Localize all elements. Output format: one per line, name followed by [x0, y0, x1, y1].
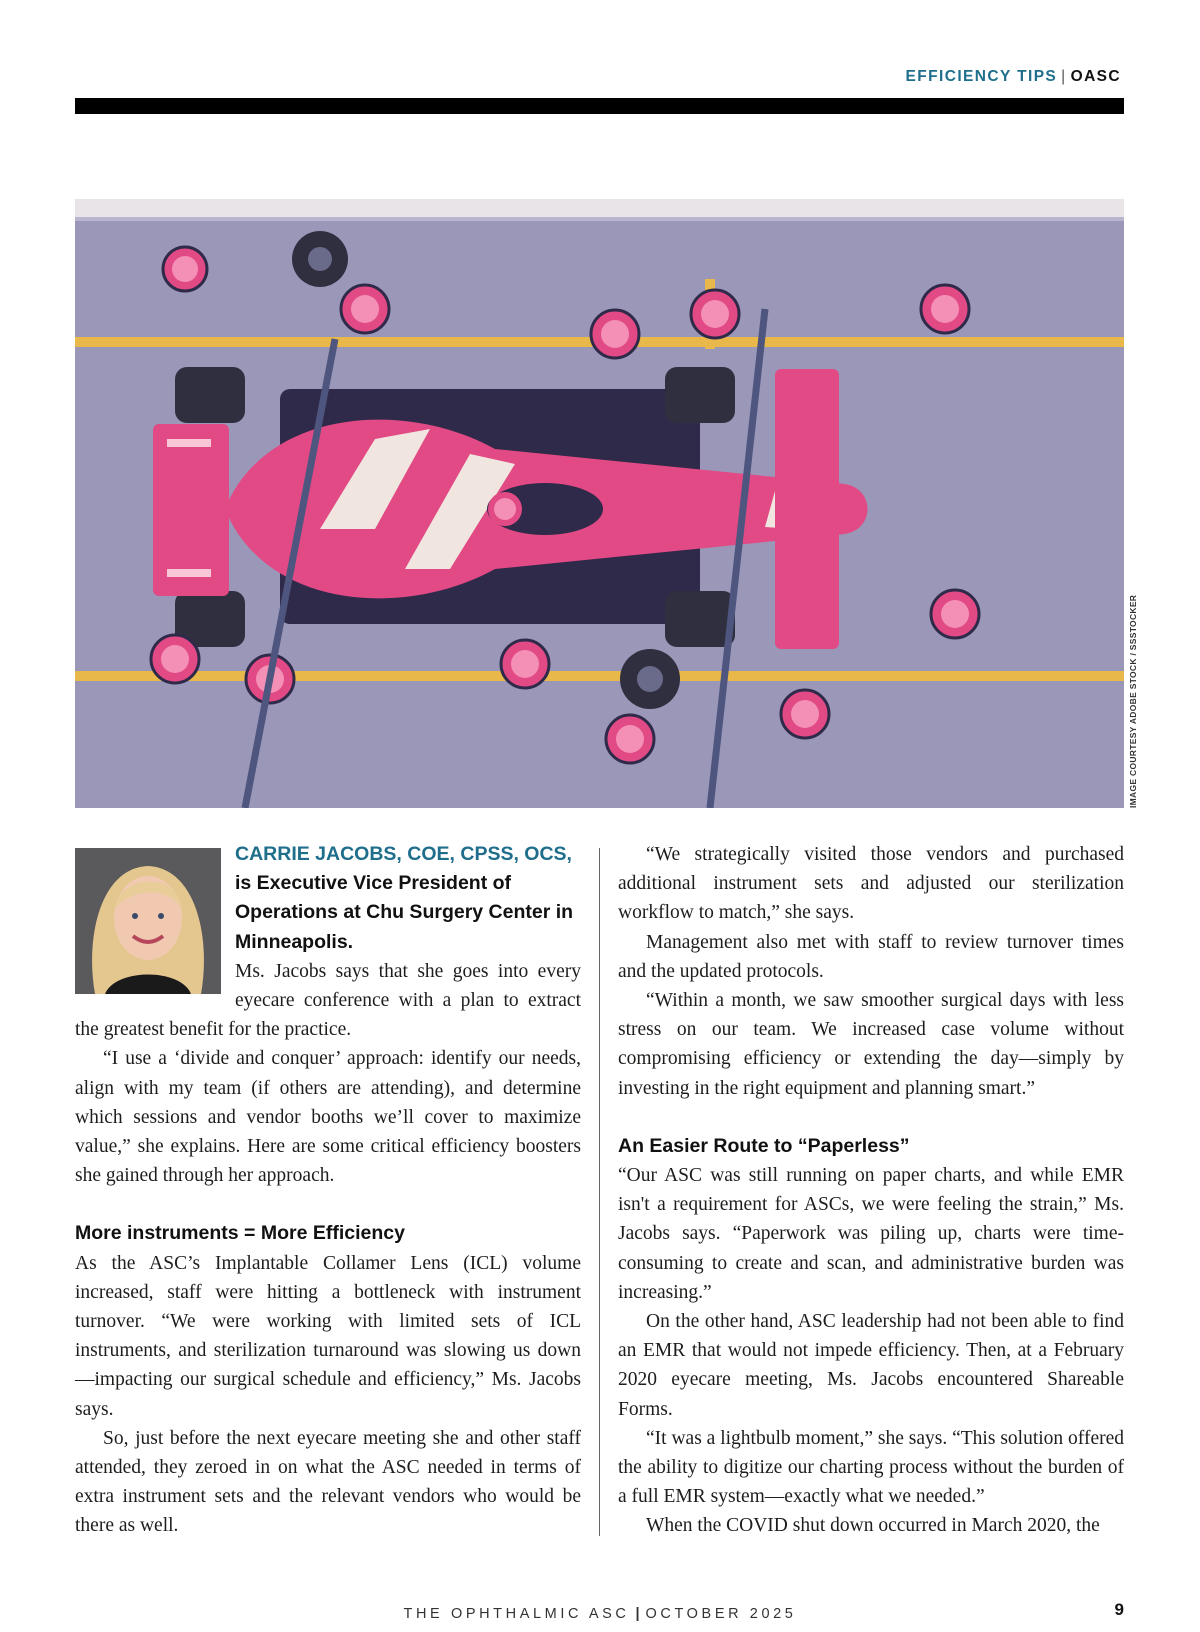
right-column — [618, 840, 1124, 1541]
author-photo — [75, 848, 221, 994]
paragraph: On the other hand, ASC leadership had not been able to find an EMR that would not impede efficiency. Then, at a February 2020 eyecare meeting, Ms. Jacobs encountered Shareable Forms. — [618, 1311, 1124, 1420]
header-rule — [75, 98, 1124, 114]
section-heading: An Easier Route to “Paperless” — [618, 1134, 910, 1157]
paragraph: As the ASC’s Implantable Collamer Lens (ICL) volume increased, staff were hitting a bottleneck with instrument turnover. “We were working with limited sets of ICL instruments, and sterilization turnaround was slowing us down—impacting our surgical schedule and efficiency,” Ms. Jacobs says. — [75, 1252, 581, 1420]
paragraph: “I use a ‘divide and conquer’ approach: identify our needs, align with my team (if others are attending), and determine which sessions and vendor booths we’ll cover to maximize value,” she explains. Here are some critical efficiency boosters she gained through her approach. — [75, 1048, 581, 1187]
column-divider — [599, 848, 600, 1536]
left-column — [75, 840, 581, 1541]
page-number: 9 — [1114, 1600, 1124, 1619]
paragraph: When the COVID shut down occurred in March 2020, the — [646, 1515, 1100, 1537]
hero-illustration — [75, 199, 1124, 808]
paragraph: “Within a month, we saw smoother surgical days with less stress on our team. We increased case volume without compromising efficiency or extending the day—simply by investing in the right equipment and planning smart.” — [618, 990, 1124, 1099]
section-heading: More instruments = More Efficiency — [75, 1222, 405, 1245]
footer-separator: | — [635, 1606, 640, 1622]
image-credit: IMAGE COURTESY ADOBE STOCK / SSSTOCKER — [1128, 594, 1138, 808]
section-label: EFFICIENCY TIPS — [905, 68, 1058, 85]
paragraph: “We strategically visited those vendors and purchased additional instrument sets and adjusted our sterilization workflow to match,” she says. — [618, 844, 1124, 924]
paragraph: So, just before the next eyecare meeting she and other staff attended, they zeroed in on what the ASC needed in terms of extra instrument sets and the relevant vendors who would be there as well. — [75, 1427, 581, 1537]
paragraph: Management also met with staff to review turnover times and the updated protocols. — [618, 931, 1124, 982]
author-name: CARRIE JACOBS, COE, CPSS, OCS, — [235, 843, 572, 865]
paragraph: “Our ASC was still running on paper charts, and while EMR isn't a requirement for ASCs, we were feeling the strain,” Ms. Jacobs says. “Paperwork was piling up, charts were time-consuming to create and scan, and administrative burden was increasing.” — [618, 1165, 1124, 1303]
paragraph: Ms. Jacobs says that she goes into every eyecare conference with a plan to extract the greatest benefit for the practice. — [75, 960, 581, 1041]
page-footer — [0, 1606, 1200, 1622]
running-header — [906, 68, 1121, 86]
publication-label: OASC — [1070, 68, 1121, 85]
footer-publication: THE OPHTHALMIC ASC — [403, 1606, 630, 1622]
footer-issue: OCTOBER 2025 — [645, 1606, 797, 1622]
header-separator: | — [1061, 68, 1067, 85]
author-title: is Executive Vice President of Operations at Chu Surgery Center in Minneapolis. — [235, 872, 574, 953]
paragraph: “It was a lightbulb moment,” she says. “This solution offered the ability to digitize our charting process without the burden of a full EMR system—exactly what we needed.” — [618, 1427, 1124, 1508]
